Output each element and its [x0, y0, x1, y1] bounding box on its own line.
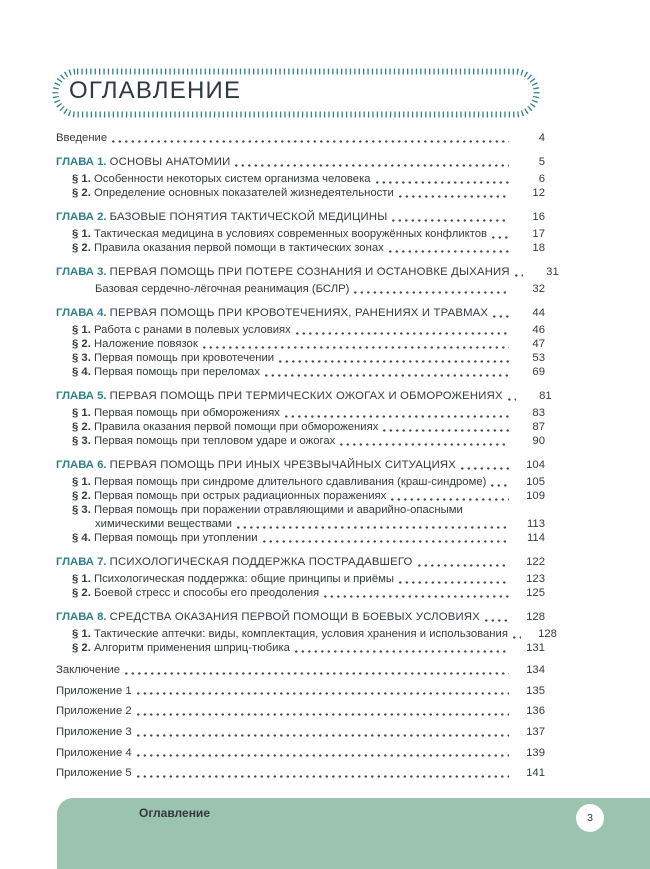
- toc-entry[interactable]: [56, 172, 545, 186]
- toc-entry-page-number: 69: [532, 366, 545, 378]
- toc-entry[interactable]: [56, 663, 545, 677]
- dot-leader: [515, 274, 523, 277]
- toc-entry-prefix: § 1.: [72, 173, 94, 185]
- toc-entry-prefix: § 3.: [72, 435, 94, 447]
- dot-leader: [418, 564, 509, 567]
- toc-entry-prefix: ГЛАВА 5.: [56, 390, 110, 402]
- toc-entry-prefix: § 2.: [72, 187, 94, 199]
- dot-leader: [203, 346, 509, 349]
- dot-leader: [354, 291, 509, 294]
- toc-entry-page-number: 83: [532, 407, 545, 419]
- toc-entry-page-number: 131: [526, 642, 545, 654]
- toc-entry-page-number: 18: [532, 242, 545, 254]
- toc-entry-prefix: § 4.: [72, 532, 94, 544]
- toc-entry-prefix: § 1.: [72, 407, 94, 419]
- toc-entry-title: Тактическая медицина в условиях современных вооружённых конфликтов: [93, 228, 488, 240]
- dot-leader: [296, 332, 509, 335]
- toc-entry[interactable]: [56, 586, 545, 600]
- toc-entry-title: Работа с ранами в полевых условиях: [93, 324, 291, 336]
- toc-entry-title: Приложение 3: [56, 726, 132, 739]
- toc-entry[interactable]: [56, 323, 545, 337]
- toc-entry-title: Первая помощь при тепловом ударе и ожогах: [93, 435, 336, 447]
- toc-entry-title: ПЕРВАЯ ПОМОЩЬ ПРИ ПОТЕРЕ СОЗНАНИЯ И ОСТАНОВКЕ ДЫХАНИЯ: [109, 266, 510, 278]
- toc-entry[interactable]: [56, 389, 552, 403]
- toc-entry[interactable]: [56, 641, 545, 655]
- dot-leader: [235, 164, 509, 167]
- toc-entry-prefix: § 2.: [72, 490, 94, 502]
- toc-entry-page-number: 53: [532, 352, 545, 364]
- toc-entry-title: Базовая сердечно-лёгочная реанимация (БСЛР): [95, 283, 350, 295]
- dot-leader: [237, 526, 509, 529]
- toc-entry-page-number: 125: [526, 587, 545, 599]
- toc-entry-title: Первая помощь при острых радиационных поражениях: [93, 490, 387, 502]
- toc-entry-title: ПЕРВАЯ ПОМОЩЬ ПРИ ТЕРМИЧЕСКИХ ОЖОГАХ И ОБМОРОЖЕНИЯХ: [109, 390, 503, 402]
- toc-entry-title: Тактические аптечки: виды, комплектация, условия хранения и использования: [93, 628, 508, 640]
- toc-entry-title: Приложение 5: [56, 767, 132, 780]
- dot-leader: [324, 595, 509, 598]
- dot-leader: [265, 374, 509, 377]
- dot-leader: [137, 775, 509, 778]
- dot-leader: [137, 692, 509, 695]
- toc-entry-page-number: 135: [526, 684, 545, 697]
- toc-entry-page-number: 46: [532, 324, 545, 336]
- dot-leader: [492, 236, 509, 239]
- dot-leader: [399, 195, 509, 198]
- dot-leader: [389, 250, 509, 253]
- toc-entry-prefix: § 1.: [72, 476, 94, 488]
- toc-entry-title: Первая помощь при обморожениях: [93, 407, 280, 419]
- toc-entry-prefix: § 1.: [72, 573, 94, 585]
- toc-entry[interactable]: [56, 227, 545, 241]
- dot-leader: [137, 713, 509, 716]
- toc-entry[interactable]: [56, 503, 545, 517]
- dot-leader: [285, 415, 509, 418]
- toc-entry[interactable]: [56, 458, 545, 472]
- toc-entry-title: Психологическая поддержка: общие принципы и приёмы: [93, 573, 395, 585]
- dot-leader: [485, 619, 509, 622]
- toc-entry[interactable]: [56, 434, 545, 448]
- toc-entry-page-number: 109: [526, 490, 545, 502]
- toc-entry-prefix: ГЛАВА 8.: [56, 611, 110, 623]
- toc-entry-prefix: § 2.: [72, 421, 94, 433]
- toc-entry-page-number: 5: [538, 156, 545, 168]
- toc-entry-prefix: ГЛАВА 2.: [56, 211, 110, 223]
- toc-entry[interactable]: [56, 210, 545, 224]
- toc-entry-page-number: 105: [526, 476, 545, 488]
- toc-entry-prefix: § 3.: [72, 352, 94, 364]
- dot-leader: [279, 360, 509, 363]
- toc-entry-title: Правила оказания первой помощи при обморожениях: [93, 421, 379, 433]
- toc-entry-page-number: 90: [532, 435, 545, 447]
- toc-entry-title: Правила оказания первой помощи в тактических зонах: [93, 242, 384, 254]
- toc-entry-prefix: § 1.: [72, 228, 94, 240]
- toc-entry-title: Особенности некоторых систем организма человека: [93, 173, 371, 185]
- toc-title-box: [52, 68, 540, 118]
- toc-entry-title: СРЕДСТВА ОКАЗАНИЯ ПЕРВОЙ ПОМОЩИ В БОЕВЫХ УСЛОВИЯХ: [109, 611, 480, 623]
- toc-entry-title: ПСИХОЛОГИЧЕСКАЯ ПОДДЕРЖКА ПОСТРАДАВШЕГО: [109, 556, 413, 568]
- toc-entry-page-number: 4: [538, 132, 545, 144]
- toc-entry[interactable]: [56, 186, 545, 200]
- toc-entry-page-number: 44: [532, 307, 545, 319]
- toc-entry-page-number: 81: [539, 390, 552, 402]
- dot-leader: [376, 181, 509, 184]
- toc-entry-title: химическими веществами: [95, 518, 232, 530]
- page-title: ОГЛАВЛЕНИЕ: [69, 77, 242, 104]
- dot-leader: [340, 443, 509, 446]
- dot-leader: [493, 315, 509, 318]
- toc-entry-page-number: 137: [526, 726, 545, 739]
- toc-entry[interactable]: [56, 131, 545, 145]
- dot-leader: [125, 672, 509, 675]
- toc-entry[interactable]: [56, 265, 559, 279]
- toc-entry[interactable]: [56, 704, 545, 718]
- toc-list: [56, 131, 559, 780]
- dot-leader: [392, 219, 509, 222]
- toc-entry-title: ПЕРВАЯ ПОМОЩЬ ПРИ ИНЫХ ЧРЕЗВЫЧАЙНЫХ СИТУАЦИЯХ: [109, 459, 456, 471]
- toc-entry[interactable]: [56, 351, 545, 365]
- footer-section-label: Оглавление: [139, 806, 210, 820]
- toc-entry[interactable]: [56, 489, 545, 503]
- toc-entry[interactable]: [56, 475, 545, 489]
- toc-entry-prefix: § 2.: [72, 338, 94, 350]
- toc-entry[interactable]: [56, 406, 545, 420]
- toc-entry-page-number: 141: [526, 767, 545, 780]
- toc-entry-page-number: 113: [526, 518, 545, 530]
- dot-leader: [513, 636, 521, 639]
- footer-bar: [57, 798, 650, 869]
- toc-entry-prefix: § 2.: [72, 242, 94, 254]
- toc-entry-title: Первая помощь при утоплении: [93, 532, 258, 544]
- toc-entry-page-number: 87: [532, 421, 545, 433]
- toc-entry-title: Введение: [56, 132, 108, 144]
- dot-leader: [508, 398, 516, 401]
- toc-entry-prefix: ГЛАВА 6.: [56, 459, 110, 471]
- dot-leader: [391, 498, 509, 501]
- toc-entry[interactable]: [56, 746, 545, 760]
- toc-entry-page-number: 136: [526, 705, 545, 718]
- toc-entry[interactable]: [56, 766, 545, 780]
- toc-entry-prefix: § 1.: [72, 628, 94, 640]
- dot-leader: [491, 484, 509, 487]
- toc-entry[interactable]: [56, 531, 545, 545]
- toc-entry[interactable]: [56, 241, 545, 255]
- toc-entry[interactable]: [56, 725, 545, 739]
- toc-entry-page-number: 139: [526, 746, 545, 759]
- toc-entry-prefix: ГЛАВА 1.: [56, 156, 110, 168]
- toc-entry-prefix: ГЛАВА 3.: [56, 266, 110, 278]
- toc-entry-title: Алгоритм применения шприц-тюбика: [93, 642, 290, 654]
- dot-leader: [137, 734, 509, 737]
- toc-entry[interactable]: [56, 282, 545, 296]
- toc-entry[interactable]: [56, 337, 545, 351]
- toc-entry-title: Заключение: [56, 664, 120, 676]
- toc-entry-page-number: 114: [526, 532, 545, 544]
- dot-leader: [137, 754, 509, 757]
- toc-entry-prefix: § 3.: [72, 504, 94, 516]
- toc-entry-page-number: 47: [532, 338, 545, 350]
- toc-entry-title: Боевой стресс и способы его преодоления: [93, 587, 320, 599]
- toc-entry[interactable]: [56, 610, 545, 624]
- toc-entry[interactable]: [56, 306, 545, 320]
- toc-entry-prefix: § 4.: [72, 366, 94, 378]
- toc-entry-title: ОСНОВЫ АНАТОМИИ: [109, 156, 231, 168]
- dot-leader: [399, 581, 509, 584]
- toc-entry-title: Приложение 1: [56, 684, 132, 697]
- toc-entry-page-number: 32: [532, 283, 545, 295]
- toc-entry[interactable]: [56, 684, 545, 698]
- toc-entry-title: Определение основных показателей жизнедеятельности: [93, 187, 394, 199]
- toc-entry-page-number: 122: [526, 556, 545, 568]
- toc-entry[interactable]: [56, 517, 545, 531]
- toc-entry-page-number: 104: [526, 459, 545, 471]
- toc-entry-title: Приложение 4: [56, 746, 132, 759]
- toc-entry[interactable]: [56, 365, 545, 379]
- toc-entry-title: ПЕРВАЯ ПОМОЩЬ ПРИ КРОВОТЕЧЕНИЯХ, РАНЕНИЯХ И ТРАВМАХ: [109, 307, 489, 319]
- toc-entry-page-number: 128: [538, 628, 557, 640]
- toc-entry-page-number: 134: [526, 664, 545, 676]
- toc-entry[interactable]: [56, 420, 545, 434]
- toc-entry-prefix: § 2.: [72, 587, 94, 599]
- toc-entry-prefix: § 1.: [72, 324, 94, 336]
- dot-leader: [263, 540, 509, 543]
- toc-entry-page-number: 17: [532, 228, 545, 240]
- toc-entry-title: Приложение 2: [56, 705, 132, 718]
- toc-entry-page-number: 128: [526, 611, 545, 623]
- toc-entry-page-number: 12: [532, 187, 545, 199]
- toc-entry[interactable]: [56, 627, 557, 641]
- toc-entry[interactable]: [56, 555, 545, 569]
- toc-entry-prefix: ГЛАВА 4.: [56, 307, 110, 319]
- toc-entry-title: Первая помощь при кровотечении: [93, 352, 275, 364]
- toc-entry-title: Первая помощь при переломах: [93, 366, 260, 378]
- toc-entry-page-number: 16: [532, 211, 545, 223]
- toc-entry-title: БАЗОВЫЕ ПОНЯТИЯ ТАКТИЧЕСКОЙ МЕДИЦИНЫ: [109, 211, 388, 223]
- toc-entry-page-number: 123: [526, 573, 545, 585]
- toc-entry-title: Наложение повязок: [93, 338, 198, 350]
- page-number: 3: [587, 812, 593, 824]
- toc-entry[interactable]: [56, 572, 545, 586]
- toc-entry-prefix: ГЛАВА 7.: [56, 556, 110, 568]
- toc-entry-page-number: 31: [546, 266, 559, 278]
- toc-entry-page-number: 6: [538, 173, 545, 185]
- toc-entry[interactable]: [56, 155, 545, 169]
- toc-entry-prefix: § 2.: [72, 642, 94, 654]
- toc-entry-title: Первая помощь при синдроме длительного сдавливания (краш-синдроме): [93, 476, 487, 488]
- dot-leader: [295, 650, 509, 653]
- dot-leader: [461, 467, 509, 470]
- page-number-badge: [576, 804, 604, 832]
- dot-leader: [383, 429, 509, 432]
- dot-leader: [112, 140, 509, 143]
- toc-entry-title: Первая помощь при поражении отравляющими и аварийно-опасными: [93, 504, 463, 516]
